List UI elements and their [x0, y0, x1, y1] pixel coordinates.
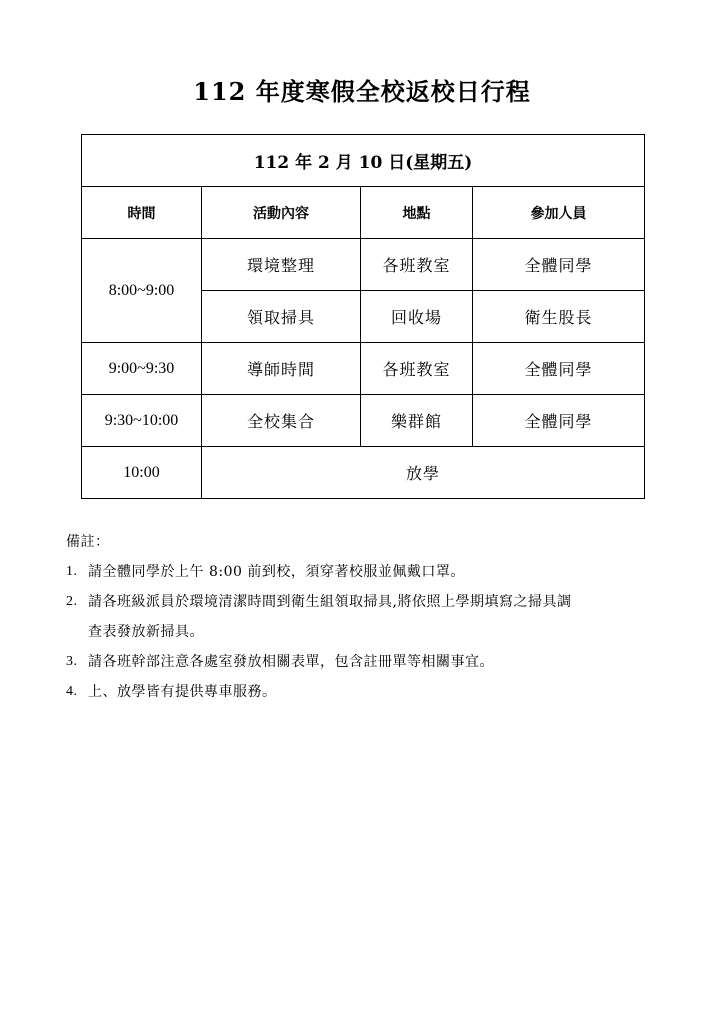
- note-text: 請各班幹部注意各處室發放相關表單，包含註冊單等相關事宜。: [88, 654, 494, 670]
- note-item-continuation: [66, 617, 666, 647]
- note-text: 查表發放新掃具。: [88, 624, 204, 640]
- participants-cell: 全體同學: [473, 239, 645, 291]
- column-header-location: 地點: [361, 187, 473, 239]
- note-number: 2.: [66, 594, 78, 609]
- column-header-participants: 參加人員: [473, 187, 645, 239]
- note-item: [66, 677, 666, 707]
- table-row: [82, 239, 645, 291]
- note-number: 3.: [66, 654, 78, 669]
- location-cell: 樂群館: [361, 395, 473, 447]
- participants-cell: 全體同學: [473, 343, 645, 395]
- note-item: [66, 557, 666, 587]
- participants-cell: 全體同學: [473, 395, 645, 447]
- column-header-row: [82, 187, 645, 239]
- location-cell: 各班教室: [361, 343, 473, 395]
- table-row: [82, 395, 645, 447]
- note-number: 4.: [66, 684, 78, 699]
- time-cell: 8:00~9:00: [82, 239, 202, 343]
- participants-cell: 衛生股長: [473, 291, 645, 343]
- location-cell: 各班教室: [361, 239, 473, 291]
- notes-heading: 備註：: [66, 534, 110, 550]
- table-row: [82, 343, 645, 395]
- note-text: 上、放學皆有提供專車服務。: [88, 684, 277, 700]
- note-text: 請全體同學於上午 8:00 前到校，須穿著校服並佩戴口罩。: [88, 564, 465, 580]
- column-header-activity: 活動內容: [202, 187, 361, 239]
- column-header-time: 時間: [82, 187, 202, 239]
- time-cell: 9:00~9:30: [82, 343, 202, 395]
- time-cell: 10:00: [82, 447, 202, 499]
- date-header: 112 年 2 月 10 日(星期五): [82, 135, 645, 187]
- note-number: 1.: [66, 564, 78, 579]
- note-item: [66, 647, 666, 677]
- time-cell: 9:30~10:00: [82, 395, 202, 447]
- activity-cell: 領取掃具: [202, 291, 361, 343]
- page-title: 112 年度寒假全校返校日行程: [193, 77, 531, 106]
- note-text: 請各班級派員於環境清潔時間到衛生組領取掃具,將依照上學期填寫之掃具調: [88, 594, 572, 610]
- schedule-table: [81, 134, 645, 499]
- table-row: [82, 447, 645, 499]
- notes-section: [66, 527, 666, 707]
- activity-cell: 放學: [202, 447, 645, 499]
- activity-cell: 全校集合: [202, 395, 361, 447]
- note-item: [66, 587, 666, 617]
- location-cell: 回收場: [361, 291, 473, 343]
- activity-cell: 導師時間: [202, 343, 361, 395]
- activity-cell: 環境整理: [202, 239, 361, 291]
